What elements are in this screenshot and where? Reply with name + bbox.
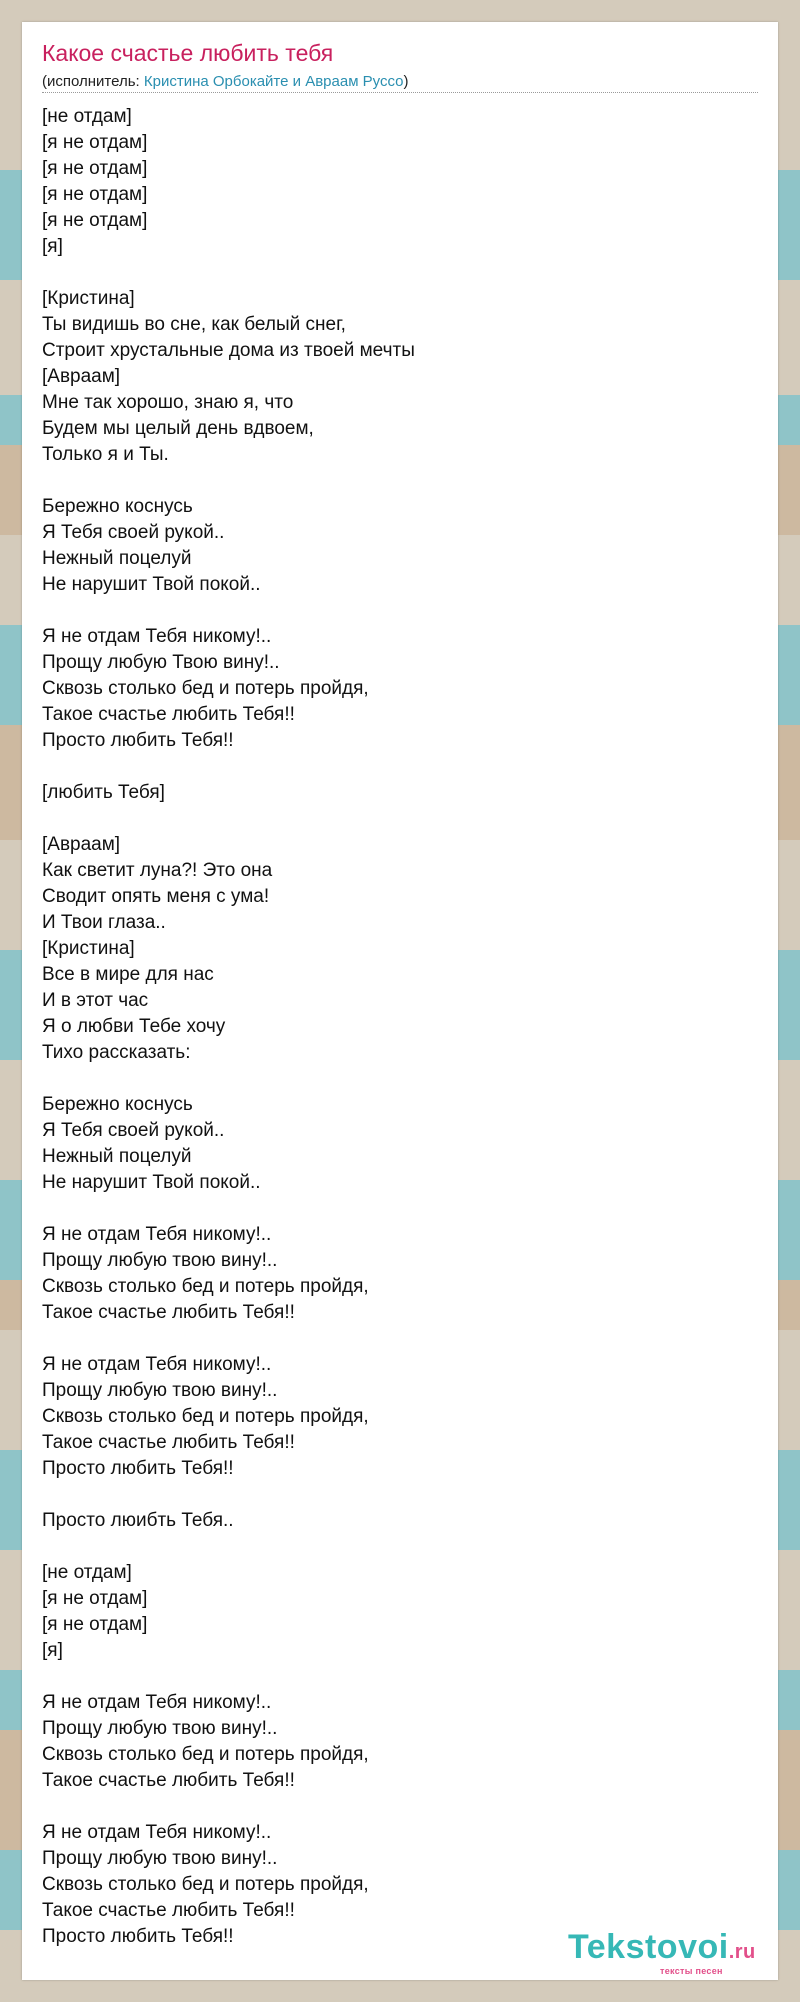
lyric-line — [42, 754, 742, 780]
performer-prefix: (исполнитель: — [42, 73, 144, 90]
lyric-line: Я не отдам Тебя никому!.. — [42, 1692, 272, 1713]
lyric-line: Не нарушит Твой покой.. — [42, 1172, 261, 1193]
lyric-line — [42, 1794, 742, 1820]
lyric-line: Сквозь столько бед и потерь пройдя, — [42, 1874, 369, 1895]
lyric-line: [не отдам] — [42, 1562, 132, 1583]
lyric-line: [я не отдам] — [42, 1588, 148, 1609]
lyric-line: [я не отдам] — [42, 158, 148, 179]
lyric-line — [42, 468, 742, 494]
lyric-line: Все в мире для нас — [42, 964, 214, 985]
lyric-line: [я не отдам] — [42, 132, 148, 153]
lyric-line — [42, 1482, 742, 1508]
lyric-line: [я] — [42, 236, 63, 257]
lyric-line: Просто любить Тебя!! — [42, 1458, 234, 1479]
lyric-line: Прощу любую твою вину!.. — [42, 1718, 278, 1739]
lyric-line: [любить Тебя] — [42, 782, 165, 803]
lyric-line: Тихо рассказать: — [42, 1042, 191, 1063]
lyric-line: [не отдам] — [42, 106, 132, 127]
lyric-line: Просто люибть Тебя.. — [42, 1510, 234, 1531]
site-logo[interactable] — [568, 1930, 756, 1969]
lyric-line: Сводит опять меня с ума! — [42, 886, 270, 907]
lyric-line: Такое счастье любить Тебя!! — [42, 1432, 295, 1453]
lyric-line: Сквозь столько бед и потерь пройдя, — [42, 1276, 369, 1297]
logo-tagline: тексты песен — [660, 1966, 723, 1976]
lyric-line: [Авраам] — [42, 834, 121, 855]
performer-suffix: ) — [403, 73, 409, 90]
lyric-line: Прощу любую твою вину!.. — [42, 1848, 278, 1869]
lyrics-text — [42, 104, 742, 1950]
lyric-line: Как светит луна?! Это она — [42, 860, 273, 881]
lyric-line: Я Тебя своей рукой.. — [42, 522, 225, 543]
lyric-line: [я] — [42, 1640, 63, 1661]
lyric-line — [42, 1326, 742, 1352]
lyric-line: Ты видишь во сне, как белый снег, — [42, 314, 346, 335]
logo-suffix: .ru — [728, 1941, 756, 1963]
lyric-line: [Авраам] — [42, 366, 121, 387]
lyric-line: Мне так хорошо, знаю я, что — [42, 392, 294, 413]
lyric-line: [Кристина] — [42, 288, 135, 309]
lyric-line: Бережно коснусь — [42, 496, 193, 517]
lyric-line: [я не отдам] — [42, 184, 148, 205]
lyric-line — [42, 1066, 742, 1092]
artist-link[interactable]: Кристина Орбокайте и Авраам Руссо — [143, 73, 404, 90]
lyric-line: И в этот час — [42, 990, 149, 1011]
lyric-line: Просто любить Тебя!! — [42, 730, 234, 751]
lyric-line — [42, 1664, 742, 1690]
lyric-line: Нежный поцелуй — [42, 548, 192, 569]
lyric-line: Я не отдам Тебя никому!.. — [42, 1822, 272, 1843]
lyric-line: Я не отдам Тебя никому!.. — [42, 1224, 272, 1245]
lyric-line: Сквозь столько бед и потерь пройдя, — [42, 1744, 369, 1765]
lyric-line: Такое счастье любить Тебя!! — [42, 704, 295, 725]
lyric-line: Прощу любую твою вину!.. — [42, 1380, 278, 1401]
lyric-line: Только я и Ты. — [42, 444, 169, 465]
lyric-line: Я Тебя своей рукой.. — [42, 1120, 225, 1141]
lyric-line: [я не отдам] — [42, 1614, 148, 1635]
lyric-line — [42, 598, 742, 624]
lyric-line — [42, 1196, 742, 1222]
lyric-line: Просто любить Тебя!! — [42, 1926, 234, 1947]
lyric-line: Строит хрустальные дома из твоей мечты — [42, 340, 415, 361]
lyric-line: Прощу любую твою вину!.. — [42, 1250, 278, 1271]
lyric-line: [я не отдам] — [42, 210, 148, 231]
lyric-line: Я не отдам Тебя никому!.. — [42, 1354, 272, 1375]
logo-main: Tekstovoi — [568, 1928, 729, 1966]
lyric-line — [42, 806, 742, 832]
lyric-line: Нежный поцелуй — [42, 1146, 192, 1167]
lyric-line: Бережно коснусь — [42, 1094, 193, 1115]
lyric-line: [Кристина] — [42, 938, 135, 959]
lyric-line: Такое счастье любить Тебя!! — [42, 1302, 295, 1323]
lyric-line: Я не отдам Тебя никому!.. — [42, 626, 272, 647]
lyric-line — [42, 1534, 742, 1560]
song-title: Какое счастье любить тебя — [42, 40, 334, 66]
lyric-line: Не нарушит Твой покой.. — [42, 574, 261, 595]
lyric-line: И Твои глаза.. — [42, 912, 166, 933]
lyric-line: Такое счастье любить Тебя!! — [42, 1900, 295, 1921]
lyric-line — [42, 260, 742, 286]
lyric-line: Я о любви Тебе хочу — [42, 1016, 226, 1037]
lyric-line: Такое счастье любить Тебя!! — [42, 1770, 295, 1791]
lyric-line: Сквозь столько бед и потерь пройдя, — [42, 1406, 369, 1427]
lyric-line: Прощу любую Твою вину!.. — [42, 652, 280, 673]
performer-line — [42, 73, 758, 93]
lyric-line: Будем мы целый день вдвоем, — [42, 418, 314, 439]
lyrics-card — [22, 22, 778, 1980]
lyric-line: Сквозь столько бед и потерь пройдя, — [42, 678, 369, 699]
